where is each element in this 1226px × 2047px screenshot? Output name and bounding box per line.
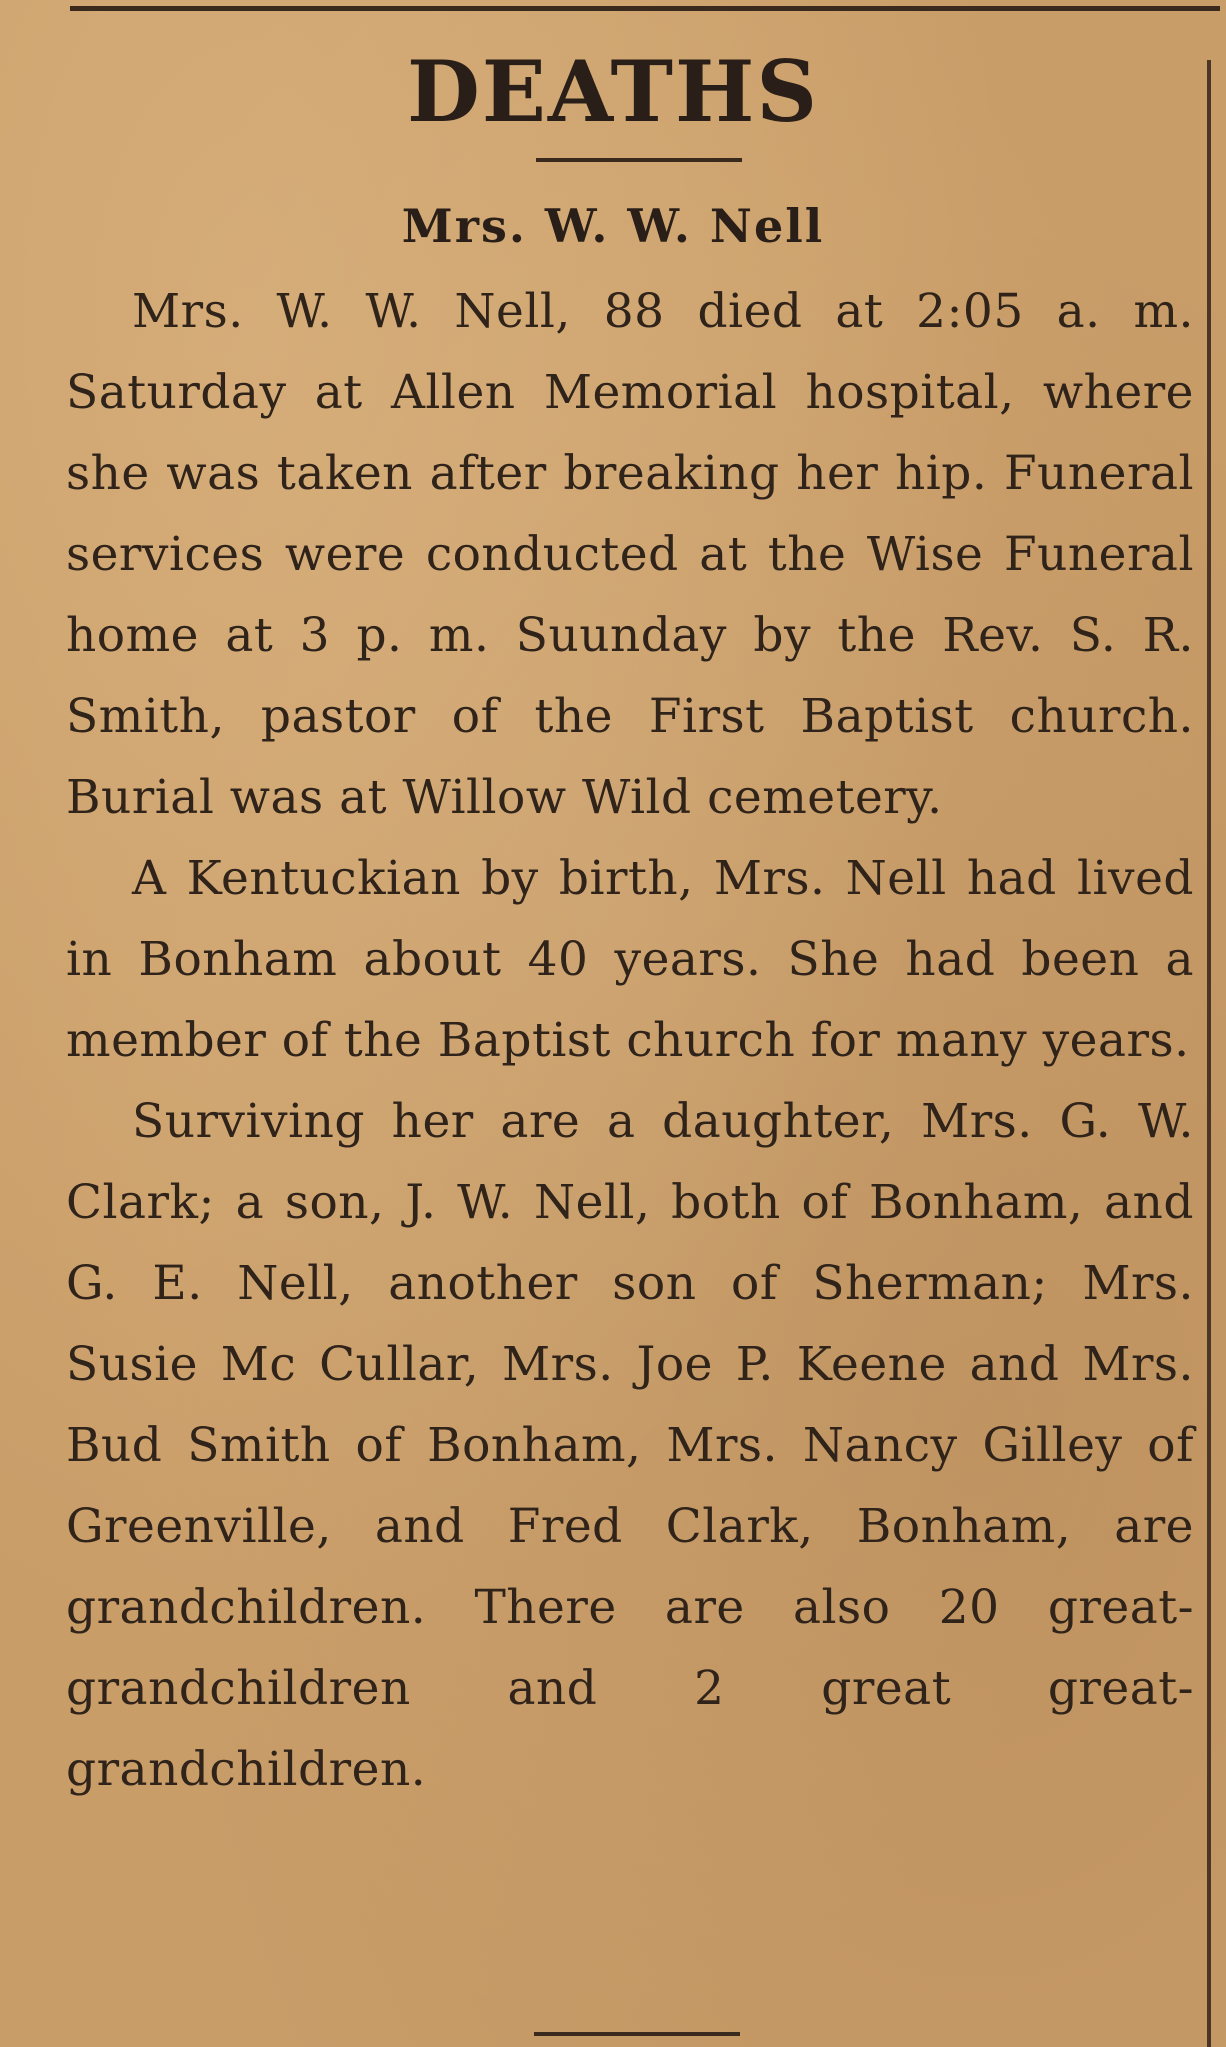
top-column-rule [70,6,1220,11]
end-divider [534,2032,740,2036]
obituary-paragraph: Mrs. W. W. Nell, 88 died at 2:05 a. m. Saturday at Allen Memorial hospital, where she was taken after breaking her hip. Funeral services were conducted at the Wise Funeral home at 3 p. m. Suunday by the Rev. S. R. Smith, pastor of the First Baptist church. Burial was at Willow Wild cemetery. [66,284,1194,825]
obituary-paragraph: Surviving her are a daughter, Mrs. G. W. Clark; a son, J. W. Nell, both of Bonham, and G. E. Nell, another son of Sherman; Mrs. Susie Mc Cullar, Mrs. Joe P. Keene and Mrs. Bud Smith of Bonham, Mrs. Nancy Gilley of Greenville, and Fred Clark, Bonham, are grandchildren. There are also 20 great-grandchildren and 2 great great-grandchildren. [66,1094,1194,1797]
section-title: DEATHS [407,42,819,141]
obituary-body [66,271,1194,1810]
obituary-name-heading: Mrs. W. W. Nell [401,199,825,253]
right-column-rule [1207,60,1211,2047]
obituary-paragraph: A Kentuckian by birth, Mrs. Nell had lived in Bonham about 40 years. She had been a member of the Baptist church for many years. [66,851,1194,1068]
title-divider [536,158,742,162]
